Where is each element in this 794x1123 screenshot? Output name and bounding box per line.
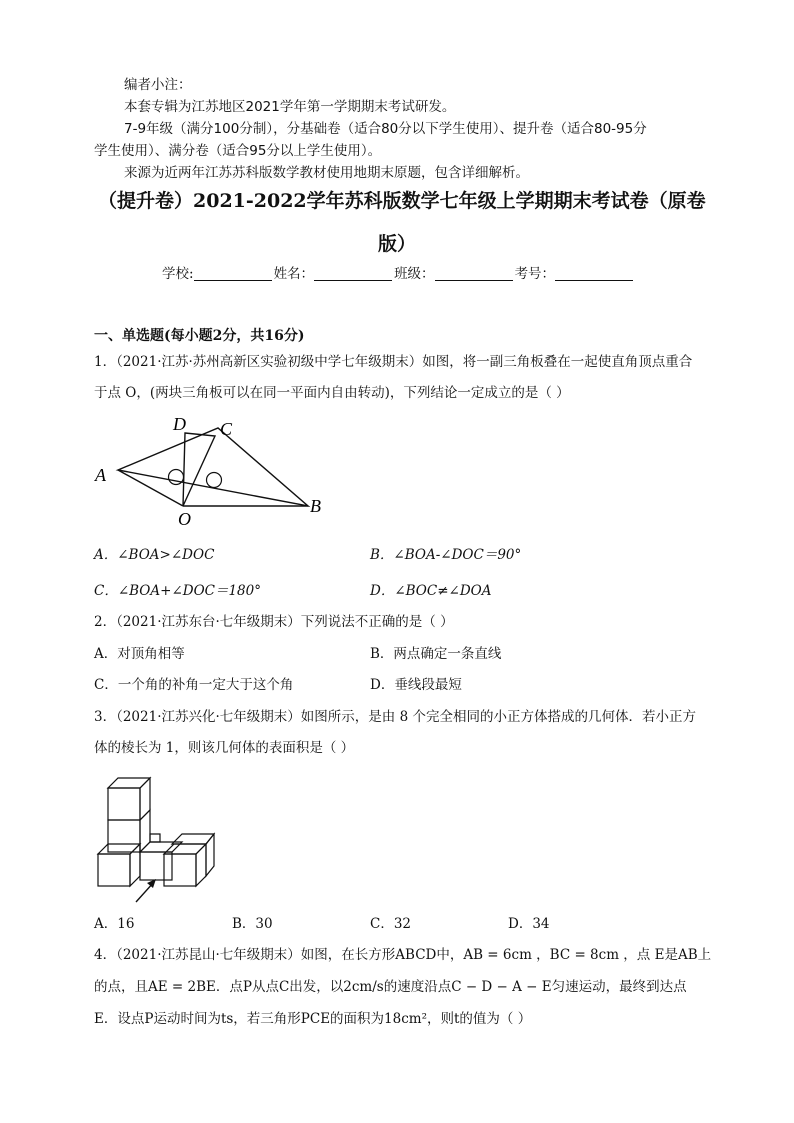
q1-stem-line-2: 于点 O，(两块三角板可以在同一平面内自由转动)，下列结论一定成立的是（ ） [94, 385, 570, 401]
cube-top-side [140, 778, 150, 820]
cube-back-step [150, 834, 160, 842]
q1-option-d[interactable]: D．∠BOC≠∠DOA [370, 583, 492, 599]
label-d: D [173, 414, 186, 434]
editor-note-line-1: 本套专辑为江苏地区2021学年第一学期期末考试研发。 [124, 99, 456, 115]
cube-back-row-front [140, 852, 172, 880]
triangle-hole-left [169, 470, 184, 485]
q3-option-b[interactable]: B．30 [232, 916, 273, 932]
q1-stem-line-1: 1．（2021·江苏·苏州高新区实验初级中学七年级期末）如图，将一副三角板叠在一起使直角顶点重合 [94, 354, 693, 370]
class-field[interactable] [435, 266, 513, 281]
label-a: A [95, 465, 106, 485]
q4-stem-line-2: 的点，且AE = 2BE．点P从点C出发，以2cm/s的速度沿点C − D − A − E匀速运动，最终到达点 [94, 979, 687, 995]
editor-note-line-2: 7-9年级（满分100分制），分基础卷（适合80分以下学生使用）、提升卷（适合80-95分 [124, 121, 647, 137]
school-field[interactable] [194, 266, 272, 281]
q2-option-a[interactable]: A．对顶角相等 [94, 646, 185, 662]
q1-triangles-figure [88, 408, 338, 533]
name-label: 姓名： [273, 266, 315, 282]
paper-title-line-2: 版） [378, 233, 417, 255]
cube-right-side [196, 844, 206, 886]
q3-option-d[interactable]: D．34 [508, 916, 550, 932]
q3-stem-line-2: 体的棱长为 1，则该几何体的表面积是（ ） [94, 740, 355, 756]
editor-note-heading: 编者小注： [124, 77, 192, 93]
q3-option-a[interactable]: A．16 [94, 916, 135, 932]
editor-note-line-4: 来源为近两年江苏苏科版数学教材使用地期末原题，包含详细解析。 [124, 165, 529, 181]
cube-right-front [164, 854, 196, 886]
cube-far-right-side [206, 834, 214, 876]
q2-option-d[interactable]: D．垂线段最短 [370, 677, 462, 693]
class-label: 班级： [394, 266, 435, 282]
q1-option-c[interactable]: C．∠BOA+∠DOC＝180° [94, 583, 261, 599]
label-o: O [178, 509, 191, 529]
q4-stem-line-1: 4．（2021·江苏昆山·七年级期末）如图，在长方形ABCD中，AB = 6cm ，BC = 8cm ，点 E是AB上 [94, 947, 712, 963]
name-field[interactable] [314, 266, 392, 281]
cube-left-front [98, 854, 130, 886]
cube-top-front [108, 788, 140, 820]
q3-cubes-figure [92, 770, 222, 905]
segment-ao [118, 470, 183, 506]
section-heading: 一、单选题(每小题2分，共16分) [94, 328, 305, 344]
q1-option-a[interactable]: A．∠BOA>∠DOC [94, 547, 215, 563]
cube-mid-side [140, 810, 150, 852]
number-field[interactable] [555, 266, 633, 281]
cube-left-side [130, 844, 140, 886]
q1-option-b[interactable]: B．∠BOA-∠DOC＝90° [370, 547, 522, 563]
triangle-hole-right [207, 473, 222, 488]
label-c: C [220, 419, 233, 439]
number-label: 考号： [514, 266, 556, 282]
q2-option-c[interactable]: C．一个角的补角一定大于这个角 [94, 677, 294, 693]
q3-stem-line-1: 3．（2021·江苏兴化·七年级期末）如图所示，是由 8 个完全相同的小正方体搭成的几何体．若小正方 [94, 709, 696, 725]
school-label: 学校: [162, 266, 194, 282]
student-info-row [162, 266, 635, 282]
editor-note-line-3: 学生使用）、满分卷（适合95分以上学生使用）。 [94, 143, 382, 159]
q2-stem: 2．（2021·江苏东台·七年级期末）下列说法不正确的是（ ） [94, 614, 454, 630]
label-b: B [310, 496, 321, 516]
q2-option-b[interactable]: B．两点确定一条直线 [370, 646, 502, 662]
q3-option-c[interactable]: C．32 [370, 916, 412, 932]
cube-top-face [108, 778, 150, 788]
q4-stem-line-3: E．设点P运动时间为ts，若三角形PCE的面积为18cm²，则t的值为（ ） [94, 1011, 532, 1027]
paper-title-line-1: （提升卷）2021-2022学年苏科版数学七年级上学期期末考试卷（原卷 [98, 190, 706, 212]
triangle-doc [183, 433, 215, 506]
cube-mid-front [108, 820, 140, 852]
